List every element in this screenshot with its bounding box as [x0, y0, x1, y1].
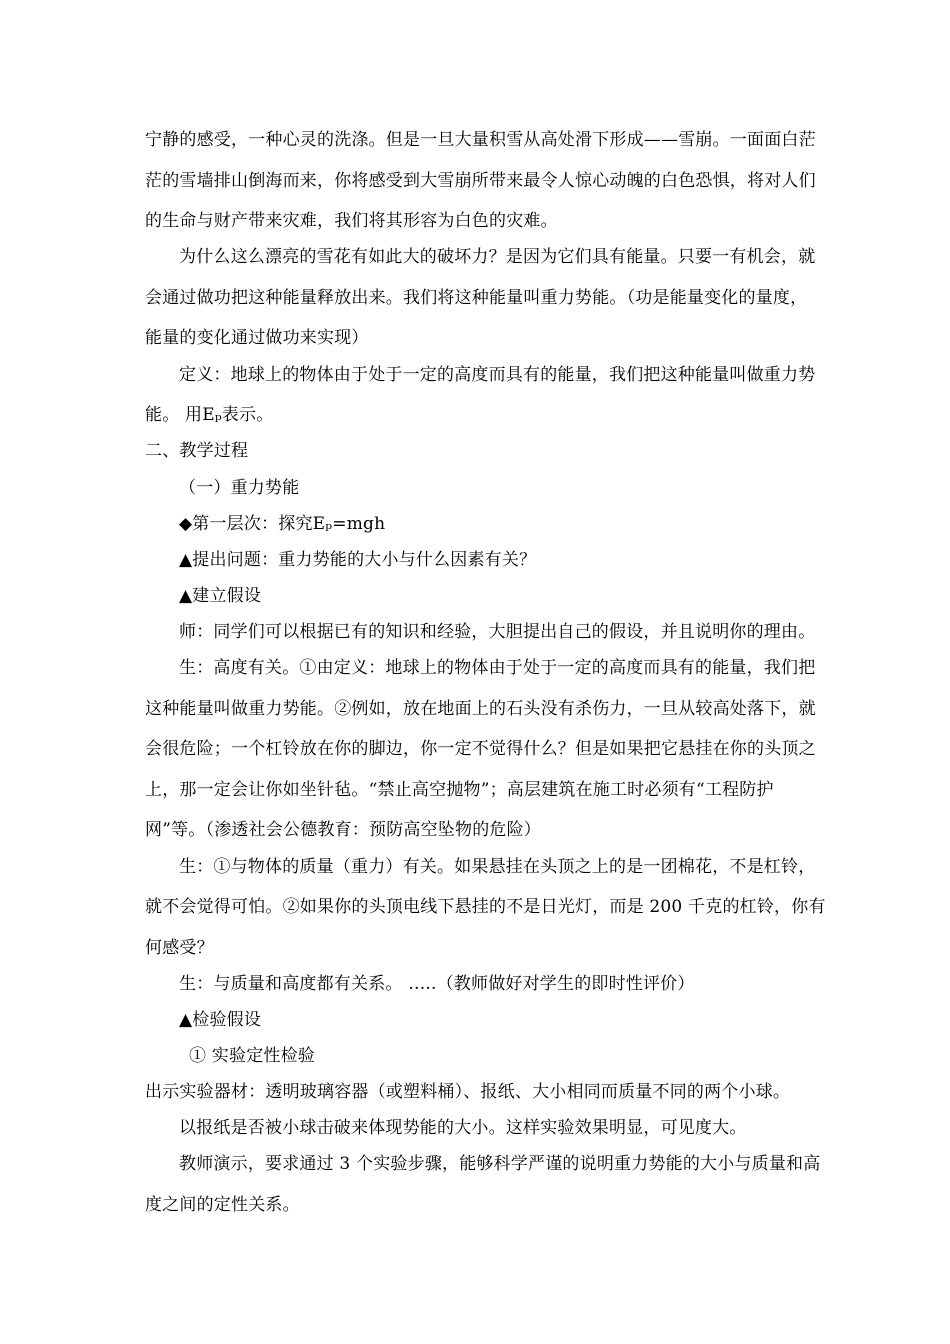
paragraph-line: 度之间的定性关系。 [145, 1195, 300, 1215]
paragraph-line: 的生命与财产带来灾难，我们将其形容为白色的灾难。 [145, 211, 558, 231]
paragraph-line: 师：同学们可以根据已有的知识和经验，大胆提出自己的假设，并且说明你的理由。 [179, 622, 816, 642]
paragraph-line: 网”等。（渗透社会公德教育：预防高空坠物的危险） [145, 820, 541, 840]
paragraph-line: 茫的雪墙排山倒海而来，你将感受到大雪崩所带来最令人惊心动魄的白色恐惧，将对人们 [145, 171, 816, 191]
paragraph-line: 生：高度有关。①由定义：地球上的物体由于处于一定的高度而具有的能量，我们把 [179, 658, 816, 678]
paragraph-line: 出示实验器材：透明玻璃容器（或塑料桶）、报纸、大小相同而质量不同的两个小球。 [145, 1082, 791, 1102]
paragraph-line: 生：与质量和高度都有关系。 …..（教师做好对学生的即时性评价） [179, 974, 695, 994]
paragraph-line: 这种能量叫做重力势能。②例如，放在地面上的石头没有杀伤力，一旦从较高处落下，就 [145, 699, 816, 719]
paragraph-line: 上，那一定会让你如坐针毡。“禁止高空抛物”；高层建筑在施工时必须有“工程防护 [145, 780, 774, 800]
paragraph-line: 以报纸是否被小球击破来体现势能的大小。这样实验效果明显，可见度大。 [179, 1118, 747, 1138]
paragraph-line: 会很危险；一个杠铃放在你的脚边，你一定不觉得什么？但是如果把它悬挂在你的头顶之 [145, 739, 816, 759]
section-heading: 二、教学过程 [145, 441, 249, 461]
paragraph-line: 为什么这么漂亮的雪花有如此大的破坏力？是因为它们具有能量。只要一有机会，就 [179, 247, 816, 267]
paragraph-line: ▲检验假设 [179, 1010, 262, 1030]
paragraph-line: 宁静的感受，一种心灵的洗涤。但是一旦大量积雪从高处滑下形成——雪崩。一面面白茫 [145, 130, 816, 150]
paragraph-line: 生：①与物体的质量（重力）有关。如果悬挂在头顶之上的是一团棉花，不是杠铃， [179, 857, 816, 877]
paragraph-line: 何感受？ [145, 938, 214, 958]
paragraph-line: 会通过做功把这种能量释放出来。我们将这种能量叫重力势能。（功是能量变化的量度， [145, 288, 808, 308]
paragraph-line: ① 实验定性检验 [189, 1046, 316, 1066]
paragraph-line: 就不会觉得可怕。②如果你的头顶电线下悬挂的不是日光灯，而是 200 千克的杠铃，你有 [145, 897, 826, 917]
paragraph-line: 教师演示，要求通过 3 个实验步骤，能够科学严谨的说明重力势能的大小与质量和高 [179, 1154, 821, 1174]
paragraph-line: 能。 用Eₚ表示。 [145, 405, 274, 425]
subsection-heading: （一）重力势能 [179, 478, 300, 498]
paragraph-line: ◆第一层次：探究Eₚ=mgh [179, 514, 386, 534]
paragraph-line: 能量的变化通过做功来实现） [145, 328, 369, 348]
paragraph-line: 定义：地球上的物体由于处于一定的高度而具有的能量，我们把这种能量叫做重力势 [179, 365, 816, 385]
paragraph-line: ▲提出问题：重力势能的大小与什么因素有关？ [179, 550, 537, 570]
paragraph-line: ▲建立假设 [179, 586, 262, 606]
